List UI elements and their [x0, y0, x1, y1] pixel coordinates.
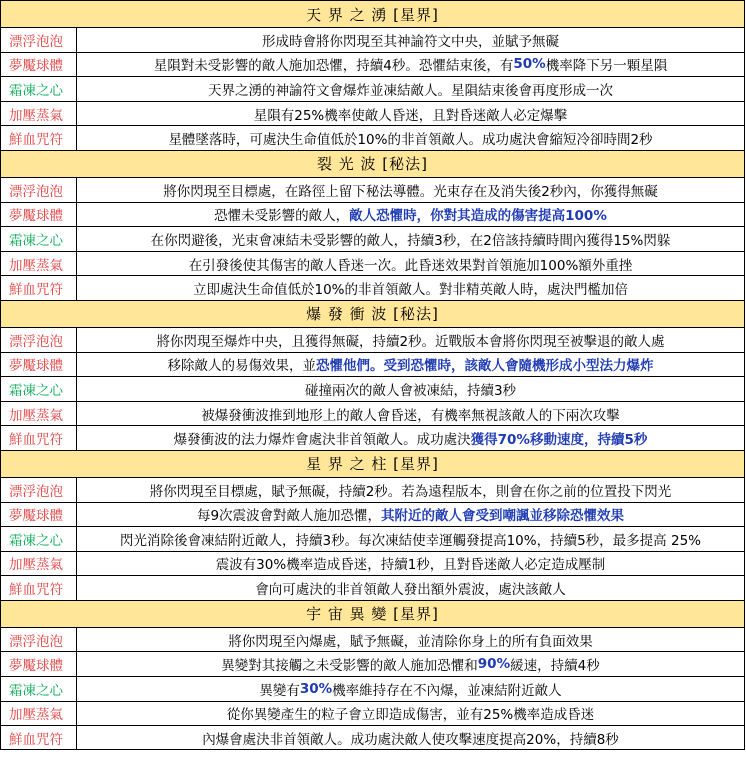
skill-title: 天 界 之 湧 [星界]: [0, 0, 745, 27]
highlight-text: 30%: [299, 680, 333, 697]
skill-title: 爆 發 衝 波 [秘法]: [0, 300, 745, 327]
modifier-name: 霜凍之心: [1, 677, 77, 701]
skill-section: [0, 450, 745, 600]
modifier-name: 夢魘球體: [1, 203, 77, 227]
modifier-row: [0, 275, 745, 300]
modifier-row: [0, 52, 745, 77]
modifier-name: 加壓蒸氣: [1, 252, 77, 276]
modifier-description: [77, 178, 744, 202]
modifier-row: [0, 575, 745, 600]
modifier-row: [0, 327, 745, 352]
modifier-description: [77, 28, 744, 52]
modifier-name: 漂浮泡泡: [1, 28, 77, 52]
modifier-description: [77, 53, 744, 77]
modifier-name: 鮮血咒符: [1, 576, 77, 600]
description-text: 將你閃現至目標處，在路徑上留下秘法導體。光束存在及消失後2秒內，你獲得無礙: [163, 183, 658, 200]
modifier-row: [0, 177, 745, 202]
modifier-description: [77, 726, 744, 749]
skill-title: 星 界 之 柱 [星界]: [0, 450, 745, 477]
modifier-row: [0, 651, 745, 676]
modifier-row: [0, 226, 745, 251]
modifier-description: [77, 353, 744, 377]
modifier-name: 漂浮泡泡: [1, 628, 77, 652]
modifier-name: 霜凍之心: [1, 377, 77, 401]
modifier-name: 夢魘球體: [1, 53, 77, 77]
description-text: 立即處決生命值低於10%的非首領敵人。對非精英敵人時，處決門檻加倍: [192, 282, 628, 299]
skill-section: [0, 300, 745, 450]
modifier-name: 夢魘球體: [1, 353, 77, 377]
description-text: 星體墜落時，可處決生命值低於10%的非首領敵人。成功處決會縮短冷卻時間2秒: [168, 132, 653, 149]
modifier-description: [77, 328, 744, 352]
modifier-row: [0, 27, 745, 52]
modifier-name: 加壓蒸氣: [1, 552, 77, 576]
modifier-description: [77, 527, 744, 551]
modifier-row: [0, 425, 745, 450]
highlight-text: 其附近的敵人會受到嘲諷並移除恐懼效果: [381, 508, 625, 525]
modifier-name: 鮮血咒符: [1, 726, 77, 749]
modifier-row: [0, 551, 745, 576]
description-text: 機率維持存在不內爆，並凍結附近敵人: [332, 682, 562, 699]
description-text: 在你閃避後，光束會凍結未受影響的敵人，持續3秒，在2倍該持續時間內獲得15%閃躲: [150, 232, 671, 249]
modifier-name: 鮮血咒符: [1, 126, 77, 150]
modifier-row: [0, 477, 745, 502]
description-text: 異變對其接觸之未受影響的敵人施加恐懼和: [221, 658, 478, 675]
highlight-text: 獲得70%移動速度，持續5秒: [470, 432, 648, 449]
modifier-row: [0, 202, 745, 227]
description-text: 移除敵人的易傷效果，並: [167, 358, 316, 375]
highlight-text: 敵人恐懼時，你對其造成的傷害提高100%: [349, 208, 607, 225]
modifier-row: [0, 401, 745, 426]
skill-section: [0, 150, 745, 300]
modifier-row: [0, 251, 745, 276]
modifier-description: [77, 552, 744, 576]
modifier-description: [77, 628, 744, 652]
description-text: 將你閃現至爆炸中央，且獲得無礙，持續2秒。近戰版本會將你閃現至被擊退的敵人處: [156, 333, 665, 350]
modifier-name: 鮮血咒符: [1, 276, 77, 300]
skill-title: 裂 光 波 [秘法]: [0, 150, 745, 177]
modifier-name: 霜凍之心: [1, 227, 77, 251]
description-text: 在引發後使其傷害的敵人昏迷一次。此昏迷效果對首領施加100%額外重挫: [188, 257, 633, 274]
modifier-row: [0, 125, 745, 150]
modifier-name: 霜凍之心: [1, 527, 77, 551]
description-text: 碰撞兩次的敵人會被凍結，持續3秒: [304, 382, 517, 399]
modifier-row: [0, 725, 745, 750]
modifier-row: [0, 376, 745, 401]
highlight-text: 90%: [477, 656, 511, 673]
description-text: 會向可處決的非首領敵人發出額外震波，處決該敵人: [255, 582, 566, 599]
modifier-name: 漂浮泡泡: [1, 178, 77, 202]
description-text: 閃光消除後會凍結附近敵人，持續3秒。每次凍結使幸運觸發提高10%，持續5秒，最多提高 25%: [120, 532, 701, 549]
modifier-description: [77, 377, 744, 401]
modifier-name: 夢魘球體: [1, 652, 77, 676]
description-text: 被爆發衝波推到地形上的敵人會昏迷，有機率無視該敵人的下兩次攻擊: [201, 407, 620, 424]
modifier-name: 鮮血咒符: [1, 426, 77, 450]
description-text: 將你閃現至目標處，賦予無礙，持續2秒。若為遠程版本，則會在你之前的位置投下閃光: [149, 483, 672, 500]
modifier-row: [0, 676, 745, 701]
modifier-row: [0, 502, 745, 527]
skill-section: [0, 0, 745, 150]
modifier-description: [77, 77, 744, 101]
description-text: 天界之湧的神諭符文會爆炸並凍結敵人。星隕結束後會再度形成一次: [208, 82, 613, 99]
description-text: 星隕對未受影響的敵人施加恐懼，持續4秒。恐懼結束後，有: [153, 58, 514, 75]
modifier-description: [77, 576, 744, 600]
modifier-description: [77, 677, 744, 701]
modifier-name: 夢魘球體: [1, 503, 77, 527]
modifier-description: [77, 203, 744, 227]
modifier-name: 加壓蒸氣: [1, 702, 77, 726]
skill-title: 宇 宙 異 變 [星界]: [0, 600, 745, 627]
modifier-description: [77, 402, 744, 426]
modifier-name: 加壓蒸氣: [1, 102, 77, 126]
modifier-description: [77, 102, 744, 126]
description-text: 緩速，持續4秒: [510, 658, 600, 675]
modifier-name: 漂浮泡泡: [1, 478, 77, 502]
modifier-description: [77, 478, 744, 502]
modifier-name: 霜凍之心: [1, 77, 77, 101]
modifier-row: [0, 526, 745, 551]
modifier-description: [77, 276, 744, 300]
description-text: 形成時會將你閃現至其神諭符文中央，並賦予無礙: [262, 33, 559, 50]
modifier-row: [0, 352, 745, 377]
modifier-name: 加壓蒸氣: [1, 402, 77, 426]
highlight-text: 恐懼他們。受到恐懼時，該敵人會隨機形成小型法力爆炸: [316, 358, 654, 375]
skill-section: [0, 600, 745, 750]
modifier-row: [0, 101, 745, 126]
modifier-description: [77, 227, 744, 251]
description-text: 震波有30%機率造成昏迷，持續1秒，且對昏迷敵人必定造成壓制: [215, 557, 606, 574]
modifier-description: [77, 702, 744, 726]
description-text: 將你閃現至內爆處，賦予無礙，並清除你身上的所有負面效果: [228, 633, 593, 650]
modifier-description: [77, 426, 744, 450]
modifier-description: [77, 252, 744, 276]
modifier-row: [0, 701, 745, 726]
description-text: 從你異變產生的粒子會立即造成傷害，並有25%機率造成昏迷: [226, 707, 595, 724]
description-text: 機率降下另一顆星隕: [545, 58, 668, 75]
description-text: 恐懼未受影響的敵人，: [214, 208, 350, 225]
description-text: 每9次震波會對敵人施加恐懼，: [196, 508, 382, 525]
description-text: 星隕有25%機率使敵人昏迷，且對昏迷敵人必定爆擊: [253, 107, 568, 124]
description-text: 爆發衝波的法力爆炸會處決非首領敵人。成功處決: [173, 432, 471, 449]
highlight-text: 50%: [513, 56, 546, 73]
modifier-row: [0, 627, 745, 652]
modifier-row: [0, 76, 745, 101]
description-text: 異變有: [259, 682, 300, 699]
modifier-description: [77, 652, 744, 676]
modifier-description: [77, 503, 744, 527]
modifier-name: 漂浮泡泡: [1, 328, 77, 352]
description-text: 內爆會處決非首領敵人。成功處決敵人使攻擊速度提高20%，持續8秒: [202, 731, 619, 748]
modifier-description: [77, 126, 744, 150]
